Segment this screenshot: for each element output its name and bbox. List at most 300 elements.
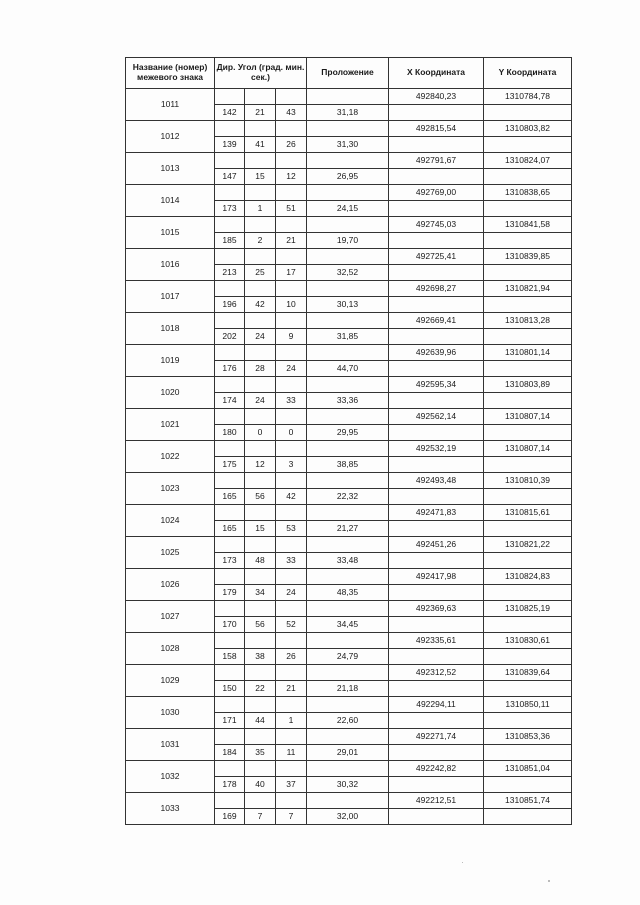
y-coordinate: 1310803,89 [484, 377, 572, 393]
x-coordinate: 492451,26 [389, 537, 484, 553]
angle-blank [276, 793, 307, 809]
y-blank [484, 489, 572, 505]
length-blank [307, 89, 389, 105]
y-blank [484, 169, 572, 185]
point-row [126, 665, 572, 681]
y-coordinate: 1310810,39 [484, 473, 572, 489]
angle-degrees: 165 [215, 489, 245, 505]
point-name: 1014 [126, 185, 215, 217]
y-blank [484, 201, 572, 217]
angle-blank [215, 121, 245, 137]
y-coordinate: 1310803,82 [484, 121, 572, 137]
x-coordinate: 492312,52 [389, 665, 484, 681]
angle-minutes: 56 [245, 617, 276, 633]
angle-blank [215, 217, 245, 233]
x-blank [389, 393, 484, 409]
angle-blank [215, 441, 245, 457]
point-name: 1022 [126, 441, 215, 473]
angle-blank [276, 537, 307, 553]
table-body [126, 89, 572, 825]
x-blank [389, 553, 484, 569]
segment-length: 44,70 [307, 361, 389, 377]
point-name: 1026 [126, 569, 215, 601]
angle-degrees: 185 [215, 233, 245, 249]
point-name: 1015 [126, 217, 215, 249]
angle-seconds: 42 [276, 489, 307, 505]
angle-degrees: 165 [215, 521, 245, 537]
segment-length: 21,27 [307, 521, 389, 537]
angle-degrees: 178 [215, 777, 245, 793]
y-blank [484, 233, 572, 249]
y-blank [484, 521, 572, 537]
y-coordinate: 1310821,94 [484, 281, 572, 297]
angle-seconds: 17 [276, 265, 307, 281]
y-blank [484, 137, 572, 153]
angle-minutes: 41 [245, 137, 276, 153]
point-row [126, 569, 572, 585]
x-blank [389, 265, 484, 281]
angle-blank [245, 473, 276, 489]
y-coordinate: 1310807,14 [484, 409, 572, 425]
angle-seconds: 0 [276, 425, 307, 441]
x-coordinate: 492335,61 [389, 633, 484, 649]
angle-degrees: 147 [215, 169, 245, 185]
angle-blank [215, 665, 245, 681]
y-coordinate: 1310815,61 [484, 505, 572, 521]
angle-degrees: 213 [215, 265, 245, 281]
angle-seconds: 11 [276, 745, 307, 761]
angle-blank [215, 249, 245, 265]
y-blank [484, 745, 572, 761]
point-row [126, 281, 572, 297]
point-row [126, 505, 572, 521]
angle-blank [276, 473, 307, 489]
y-coordinate: 1310784,78 [484, 89, 572, 105]
point-name: 1033 [126, 793, 215, 825]
x-blank [389, 713, 484, 729]
angle-degrees: 171 [215, 713, 245, 729]
point-name: 1013 [126, 153, 215, 185]
scan-speck [548, 880, 550, 882]
y-blank [484, 713, 572, 729]
angle-seconds: 26 [276, 649, 307, 665]
x-coordinate: 492532,19 [389, 441, 484, 457]
angle-degrees: 184 [215, 745, 245, 761]
length-blank [307, 377, 389, 393]
segment-length: 19,70 [307, 233, 389, 249]
angle-blank [215, 409, 245, 425]
point-row [126, 185, 572, 201]
angle-blank [276, 217, 307, 233]
x-coordinate: 492595,34 [389, 377, 484, 393]
y-blank [484, 297, 572, 313]
x-blank [389, 361, 484, 377]
angle-blank [245, 729, 276, 745]
angle-seconds: 51 [276, 201, 307, 217]
angle-blank [276, 185, 307, 201]
y-coordinate: 1310838,65 [484, 185, 572, 201]
angle-minutes: 44 [245, 713, 276, 729]
point-name: 1028 [126, 633, 215, 665]
angle-seconds: 21 [276, 233, 307, 249]
angle-blank [245, 121, 276, 137]
y-blank [484, 617, 572, 633]
angle-blank [276, 313, 307, 329]
angle-blank [215, 569, 245, 585]
segment-length: 30,13 [307, 297, 389, 313]
segment-length: 29,95 [307, 425, 389, 441]
x-coordinate: 492471,83 [389, 505, 484, 521]
angle-blank [245, 761, 276, 777]
point-row [126, 313, 572, 329]
angle-blank [245, 409, 276, 425]
length-blank [307, 441, 389, 457]
x-coordinate: 492725,41 [389, 249, 484, 265]
point-name: 1016 [126, 249, 215, 281]
angle-blank [215, 185, 245, 201]
point-name: 1031 [126, 729, 215, 761]
angle-degrees: 170 [215, 617, 245, 633]
angle-minutes: 28 [245, 361, 276, 377]
x-coordinate: 492493,48 [389, 473, 484, 489]
angle-blank [245, 249, 276, 265]
angle-blank [276, 441, 307, 457]
angle-minutes: 0 [245, 425, 276, 441]
angle-degrees: 176 [215, 361, 245, 377]
angle-seconds: 21 [276, 681, 307, 697]
y-blank [484, 649, 572, 665]
header-y-coordinate: Y Координата [484, 58, 572, 89]
length-blank [307, 409, 389, 425]
point-row [126, 121, 572, 137]
x-coordinate: 492212,51 [389, 793, 484, 809]
y-coordinate: 1310851,04 [484, 761, 572, 777]
x-blank [389, 169, 484, 185]
angle-seconds: 33 [276, 393, 307, 409]
angle-blank [276, 409, 307, 425]
segment-length: 26,95 [307, 169, 389, 185]
x-blank [389, 297, 484, 313]
angle-blank [276, 505, 307, 521]
point-name: 1020 [126, 377, 215, 409]
x-coordinate: 492815,54 [389, 121, 484, 137]
y-coordinate: 1310839,85 [484, 249, 572, 265]
angle-blank [245, 441, 276, 457]
length-blank [307, 697, 389, 713]
angle-blank [245, 601, 276, 617]
angle-minutes: 25 [245, 265, 276, 281]
angle-blank [245, 89, 276, 105]
x-coordinate: 492745,03 [389, 217, 484, 233]
x-blank [389, 585, 484, 601]
y-coordinate: 1310853,36 [484, 729, 572, 745]
angle-blank [245, 633, 276, 649]
y-coordinate: 1310824,07 [484, 153, 572, 169]
length-blank [307, 185, 389, 201]
angle-minutes: 21 [245, 105, 276, 121]
segment-length: 31,18 [307, 105, 389, 121]
angle-blank [276, 633, 307, 649]
y-blank [484, 425, 572, 441]
x-coordinate: 492669,41 [389, 313, 484, 329]
angle-blank [215, 633, 245, 649]
angle-blank [245, 793, 276, 809]
angle-blank [215, 601, 245, 617]
angle-degrees: 150 [215, 681, 245, 697]
angle-blank [276, 89, 307, 105]
segment-length: 29,01 [307, 745, 389, 761]
y-coordinate: 1310839,64 [484, 665, 572, 681]
y-blank [484, 681, 572, 697]
angle-blank [276, 697, 307, 713]
angle-minutes: 15 [245, 521, 276, 537]
segment-length: 22,60 [307, 713, 389, 729]
point-row [126, 441, 572, 457]
x-blank [389, 681, 484, 697]
point-name: 1012 [126, 121, 215, 153]
angle-blank [276, 153, 307, 169]
angle-minutes: 42 [245, 297, 276, 313]
y-coordinate: 1310801,14 [484, 345, 572, 361]
point-row [126, 729, 572, 745]
angle-blank [245, 377, 276, 393]
x-blank [389, 617, 484, 633]
x-blank [389, 809, 484, 825]
length-blank [307, 761, 389, 777]
y-blank [484, 329, 572, 345]
angle-minutes: 7 [245, 809, 276, 825]
angle-blank [245, 153, 276, 169]
angle-seconds: 12 [276, 169, 307, 185]
y-blank [484, 457, 572, 473]
angle-blank [276, 377, 307, 393]
angle-blank [245, 345, 276, 361]
x-blank [389, 105, 484, 121]
angle-minutes: 35 [245, 745, 276, 761]
angle-blank [215, 89, 245, 105]
length-blank [307, 793, 389, 809]
angle-minutes: 24 [245, 329, 276, 345]
segment-length: 33,48 [307, 553, 389, 569]
angle-blank [276, 281, 307, 297]
angle-seconds: 24 [276, 361, 307, 377]
length-blank [307, 569, 389, 585]
segment-length: 38,85 [307, 457, 389, 473]
segment-length: 30,32 [307, 777, 389, 793]
point-name: 1029 [126, 665, 215, 697]
point-row [126, 537, 572, 553]
angle-degrees: 139 [215, 137, 245, 153]
angle-minutes: 34 [245, 585, 276, 601]
angle-blank [215, 537, 245, 553]
point-name: 1023 [126, 473, 215, 505]
angle-blank [215, 153, 245, 169]
segment-length: 32,52 [307, 265, 389, 281]
table-header-row [126, 58, 572, 89]
x-coordinate: 492639,96 [389, 345, 484, 361]
point-name: 1017 [126, 281, 215, 313]
header-direction-angle: Дир. Угол (град. мин. сек.) [215, 58, 307, 89]
angle-seconds: 33 [276, 553, 307, 569]
angle-seconds: 52 [276, 617, 307, 633]
x-blank [389, 777, 484, 793]
angle-blank [245, 537, 276, 553]
segment-length: 24,79 [307, 649, 389, 665]
y-coordinate: 1310813,28 [484, 313, 572, 329]
y-coordinate: 1310821,22 [484, 537, 572, 553]
point-row [126, 409, 572, 425]
length-blank [307, 281, 389, 297]
length-blank [307, 345, 389, 361]
point-name: 1027 [126, 601, 215, 633]
header-x-coordinate: X Координата [389, 58, 484, 89]
angle-blank [245, 281, 276, 297]
angle-minutes: 1 [245, 201, 276, 217]
angle-blank [215, 761, 245, 777]
angle-blank [245, 697, 276, 713]
angle-minutes: 24 [245, 393, 276, 409]
y-coordinate: 1310851,74 [484, 793, 572, 809]
boundary-coordinates-table [125, 57, 572, 825]
angle-blank [276, 249, 307, 265]
header-length: Проложение [307, 58, 389, 89]
angle-blank [215, 793, 245, 809]
angle-seconds: 10 [276, 297, 307, 313]
point-row [126, 377, 572, 393]
y-coordinate: 1310841,58 [484, 217, 572, 233]
length-blank [307, 121, 389, 137]
segment-length: 24,15 [307, 201, 389, 217]
scan-speck [462, 862, 463, 863]
length-blank [307, 665, 389, 681]
angle-blank [276, 729, 307, 745]
x-coordinate: 492791,67 [389, 153, 484, 169]
angle-degrees: 196 [215, 297, 245, 313]
length-blank [307, 601, 389, 617]
y-coordinate: 1310807,14 [484, 441, 572, 457]
point-name: 1011 [126, 89, 215, 121]
length-blank [307, 217, 389, 233]
angle-blank [215, 345, 245, 361]
angle-seconds: 43 [276, 105, 307, 121]
angle-minutes: 40 [245, 777, 276, 793]
y-blank [484, 585, 572, 601]
x-coordinate: 492271,74 [389, 729, 484, 745]
x-blank [389, 521, 484, 537]
length-blank [307, 153, 389, 169]
angle-minutes: 22 [245, 681, 276, 697]
angle-blank [215, 281, 245, 297]
angle-blank [215, 697, 245, 713]
point-name: 1018 [126, 313, 215, 345]
point-row [126, 153, 572, 169]
y-coordinate: 1310850,11 [484, 697, 572, 713]
angle-seconds: 7 [276, 809, 307, 825]
x-blank [389, 233, 484, 249]
angle-blank [245, 665, 276, 681]
angle-minutes: 38 [245, 649, 276, 665]
y-coordinate: 1310830,61 [484, 633, 572, 649]
length-blank [307, 633, 389, 649]
point-name: 1024 [126, 505, 215, 537]
x-blank [389, 201, 484, 217]
angle-degrees: 158 [215, 649, 245, 665]
x-coordinate: 492242,82 [389, 761, 484, 777]
x-coordinate: 492562,14 [389, 409, 484, 425]
point-row [126, 793, 572, 809]
segment-length: 22,32 [307, 489, 389, 505]
angle-blank [245, 217, 276, 233]
angle-blank [245, 505, 276, 521]
header-point-name: Название (номер) межевого знака [126, 58, 215, 89]
angle-minutes: 2 [245, 233, 276, 249]
angle-degrees: 173 [215, 553, 245, 569]
angle-seconds: 37 [276, 777, 307, 793]
point-row [126, 761, 572, 777]
x-blank [389, 425, 484, 441]
angle-blank [276, 569, 307, 585]
angle-blank [245, 569, 276, 585]
angle-degrees: 180 [215, 425, 245, 441]
point-row [126, 249, 572, 265]
length-blank [307, 505, 389, 521]
segment-length: 32,00 [307, 809, 389, 825]
y-blank [484, 809, 572, 825]
x-coordinate: 492698,27 [389, 281, 484, 297]
point-name: 1019 [126, 345, 215, 377]
angle-blank [276, 665, 307, 681]
angle-seconds: 53 [276, 521, 307, 537]
angle-degrees: 173 [215, 201, 245, 217]
angle-blank [276, 345, 307, 361]
y-blank [484, 265, 572, 281]
angle-degrees: 169 [215, 809, 245, 825]
x-blank [389, 489, 484, 505]
angle-blank [215, 729, 245, 745]
x-coordinate: 492417,98 [389, 569, 484, 585]
angle-blank [215, 473, 245, 489]
point-name: 1032 [126, 761, 215, 793]
point-name: 1025 [126, 537, 215, 569]
x-blank [389, 137, 484, 153]
x-coordinate: 492840,23 [389, 89, 484, 105]
point-row [126, 601, 572, 617]
segment-length: 33,36 [307, 393, 389, 409]
x-coordinate: 492769,00 [389, 185, 484, 201]
length-blank [307, 313, 389, 329]
point-row [126, 89, 572, 105]
length-blank [307, 537, 389, 553]
angle-blank [276, 761, 307, 777]
segment-length: 31,30 [307, 137, 389, 153]
segment-length: 48,35 [307, 585, 389, 601]
angle-blank [215, 377, 245, 393]
point-row [126, 473, 572, 489]
angle-minutes: 48 [245, 553, 276, 569]
x-blank [389, 649, 484, 665]
point-row [126, 633, 572, 649]
angle-blank [245, 185, 276, 201]
angle-degrees: 175 [215, 457, 245, 473]
y-blank [484, 553, 572, 569]
angle-seconds: 3 [276, 457, 307, 473]
x-coordinate: 492294,11 [389, 697, 484, 713]
angle-seconds: 1 [276, 713, 307, 729]
angle-degrees: 202 [215, 329, 245, 345]
length-blank [307, 473, 389, 489]
angle-degrees: 174 [215, 393, 245, 409]
x-coordinate: 492369,63 [389, 601, 484, 617]
